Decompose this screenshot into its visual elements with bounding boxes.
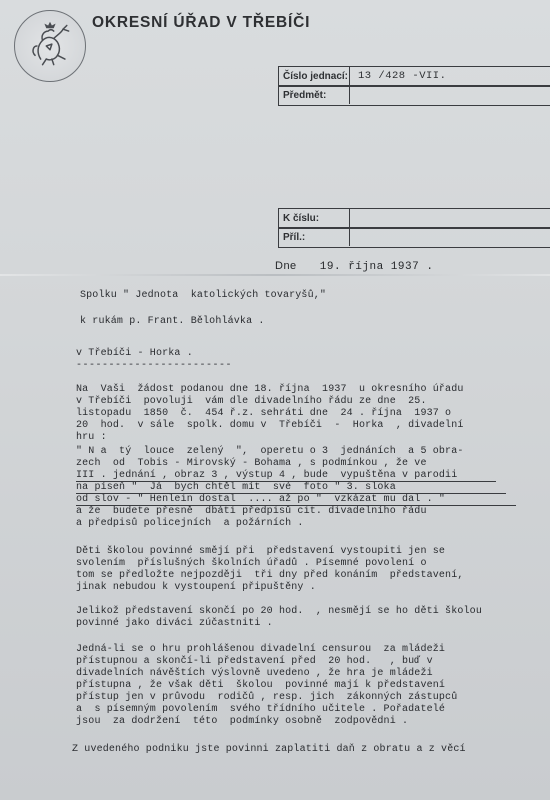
body-line: jsou za dodržení této podmínky osobně zodpovědni . bbox=[76, 716, 409, 727]
body-line: 20 hod. v sále spolk. domu v Třebíči - Horka , divadelní bbox=[76, 420, 464, 431]
body-line: jinak nebudou k vystoupení připuštěny . bbox=[76, 582, 316, 593]
body-line: Jedná-li se o hru prohlášenou divadelní censurou za mládeži bbox=[76, 644, 446, 655]
body-line: od slov - " Henlein dostal .... až po " vzkázat mu dal . " bbox=[76, 494, 446, 505]
body-line: přístupna , že však děti školou povinné mají k představení bbox=[76, 680, 446, 691]
body-line: Na Vaši žádost podanou dne 18. října 1937 u okresního úřadu bbox=[76, 384, 464, 395]
handwritten-underline bbox=[76, 505, 516, 506]
addressee-line-3: v Třebíči - Horka . bbox=[76, 348, 193, 359]
cislo-jednaci-label: Číslo jednací: bbox=[279, 67, 350, 85]
office-name: OKRESNÍ ÚŘAD V TŘEBÍČI bbox=[92, 14, 311, 31]
body-line: Děti školou povinné smějí při představení vystoupiti jen se bbox=[76, 546, 446, 557]
body-line: divadelních návěštích výslovně uvedeno , že hra je mládeži bbox=[76, 668, 433, 679]
addressee-line-1: Spolku " Jednota katolických tovaryšů," bbox=[80, 290, 327, 301]
body-line: Jelikož představení skončí po 20 hod. , nesmějí se ho děti školou bbox=[76, 606, 482, 617]
addressee-line-2: k rukám p. Frant. Bělohlávka . bbox=[80, 316, 265, 327]
body-line: přístup jen v průvodu rodičů , resp. jich zákonných zástupců bbox=[76, 692, 458, 703]
date-label: Dne bbox=[275, 260, 297, 272]
body-line: a předpisů policejních a požárních . bbox=[76, 518, 304, 529]
body-line: a že budete přesně dbáti předpisů cit. divadelního řádu bbox=[76, 506, 427, 517]
prilohy-label: Příl.: bbox=[279, 228, 350, 246]
body-line: přístupnou a skončí-li představení před 20 hod. , buď v bbox=[76, 656, 433, 667]
addressee-underline: ------------------------ bbox=[76, 360, 233, 371]
cislo-jednaci-value: 13 /428 -VII. bbox=[358, 70, 447, 82]
body-line: hru : bbox=[76, 432, 107, 443]
body-line: Z uvedeného podniku jste povinni zaplatiti daň z obratu a z věcí bbox=[72, 744, 466, 755]
body-line: v Třebíči povoluji vám dle divadelního řádu ze dne 25. bbox=[76, 396, 427, 407]
body-line: tom se předložte nejpozději tři dny před konáním představení, bbox=[76, 570, 464, 581]
body-line: povinné jako diváci zúčastniti . bbox=[76, 618, 273, 629]
body-line: a s písemným povolením svého třídního učitele . Pořadatelé bbox=[76, 704, 446, 715]
body-line: zech od Tobis - Mirovský - Bohama , s podmínkou , že ve bbox=[76, 458, 427, 469]
handwritten-underline bbox=[76, 481, 496, 482]
k-cislu-label: K číslu: bbox=[279, 209, 350, 227]
body-line: listopadu 1850 č. 454 ř.z. sehráti dne 24 . října 1937 o bbox=[76, 408, 452, 419]
body-line: svolením příslušných školních úřadů . Písemné povolení o bbox=[76, 558, 427, 569]
body-line: na píseň " Já bych chtěl mít své foto " 3. sloka bbox=[76, 482, 396, 493]
date-value: 19. října 1937 . bbox=[319, 261, 434, 273]
predmet-label: Předmět: bbox=[279, 86, 350, 104]
handwritten-underline bbox=[76, 493, 506, 494]
body-line: " N a tý louce zelený ", operetu o 3 jednáních a 5 obra- bbox=[76, 446, 464, 457]
body-line: III . jednání , obraz 3 , výstup 4 , bude vypuštěna v parodii bbox=[76, 470, 458, 481]
